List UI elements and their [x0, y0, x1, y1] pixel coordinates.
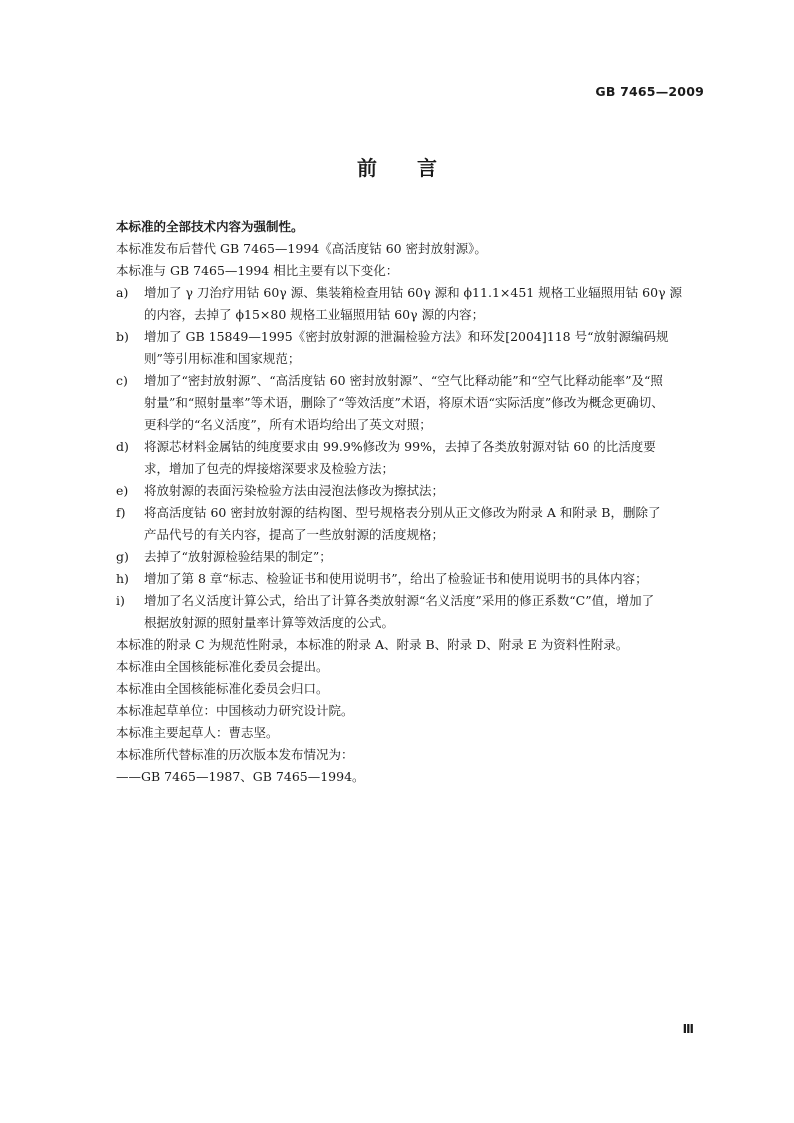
list-marker: i) — [116, 593, 125, 608]
paragraph-replaces: 本标准发布后替代 GB 7465—1994《高活度钴 60 密封放射源》。 — [116, 241, 487, 256]
list-item-text — [144, 590, 708, 634]
list-marker: e) — [116, 483, 129, 498]
list-item-text — [144, 568, 708, 590]
list-item-text — [144, 502, 708, 546]
list-item-line: 根据放射源的照射量率计算等效活度的公式。 — [144, 615, 395, 630]
list-item-line: 求，增加了包壳的焊接熔深要求及检验方法； — [144, 461, 395, 476]
list-item-line: 增加了“密封放射源”、“高活度钴 60 密封放射源”、“空气比释动能”和“空气比释动能率”及“照 — [144, 373, 663, 388]
change-item-b — [116, 326, 708, 370]
paragraph-centralized-by: 本标准由全国核能标准化委员会归口。 — [116, 681, 329, 696]
list-marker: h) — [116, 571, 129, 586]
list-item-text — [144, 370, 708, 436]
change-item-e — [116, 480, 708, 502]
change-item-h — [116, 568, 708, 590]
list-item-line: 增加了 γ 刀治疗用钴 60γ 源、集装箱检查用钴 60γ 源和 ϕ11.1×451 规格工业辐照用钴 60γ 源 — [144, 285, 683, 300]
paragraph-drafter: 本标准主要起草人：曹志坚。 — [116, 725, 279, 740]
change-item-d — [116, 436, 708, 480]
paragraph-annexes: 本标准的附录 C 为规范性附录，本标准的附录 A、附录 B、附录 D、附录 E 为资料性附录。 — [116, 637, 629, 652]
list-marker: c) — [116, 373, 128, 388]
list-item-line: 将源芯材料金属钴的纯度要求由 99.9%修改为 99%，去掉了各类放射源对钴 60 的比活度要 — [144, 439, 656, 454]
list-marker: f) — [116, 505, 126, 520]
list-item-line: 增加了第 8 章“标志、检验证书和使用说明书”，给出了检验证书和使用说明书的具体内容； — [144, 571, 648, 586]
change-item-a — [116, 282, 708, 326]
list-item-line: 将放射源的表面污染检验方法由浸泡法修改为擦拭法； — [144, 483, 445, 498]
list-item-text — [144, 480, 708, 502]
list-item-line: 射量”和“照射量率”等术语，删除了“等效活度”术语，将原术语“实际活度”修改为概念更确切、 — [144, 395, 664, 410]
change-item-c — [116, 370, 708, 436]
list-item-text — [144, 436, 708, 480]
change-item-f — [116, 502, 708, 546]
list-item-line: 增加了名义活度计算公式，给出了计算各类放射源“名义活度”采用的修正系数“C”值，增加了 — [144, 593, 655, 608]
paragraph-history-list: ——GB 7465—1987、GB 7465—1994。 — [116, 769, 365, 784]
page-title: 前言 — [357, 156, 477, 180]
page-number: Ⅲ — [682, 1022, 694, 1036]
list-item-line: 去掉了“放射源检验结果的制定”； — [144, 549, 332, 564]
list-item-line: 将高活度钴 60 密封放射源的结构图、型号规格表分别从正文修改为附录 A 和附录 B，删除了 — [144, 505, 661, 520]
change-item-g — [116, 546, 708, 568]
change-item-i — [116, 590, 708, 634]
paragraph-proposed-by: 本标准由全国核能标准化委员会提出。 — [116, 659, 329, 674]
foreword-body — [116, 216, 708, 788]
paragraph-changes-intro: 本标准与 GB 7465—1994 相比主要有以下变化： — [116, 263, 399, 278]
list-item-line: 产品代号的有关内容，提高了一些放射源的活度规格； — [144, 527, 445, 542]
list-item-text — [144, 546, 708, 568]
list-marker: b) — [116, 329, 129, 344]
list-item-line: 更科学的“名义活度”，所有术语均给出了英文对照； — [144, 417, 432, 432]
list-item-line: 增加了 GB 15849—1995《密封放射源的泄漏检验方法》和环发[2004]118 号“放射源编码规 — [144, 329, 669, 344]
list-item-text — [144, 326, 708, 370]
paragraph-drafting-unit: 本标准起草单位：中国核动力研究设计院。 — [116, 703, 354, 718]
list-marker: g) — [116, 549, 129, 564]
list-marker: a) — [116, 285, 129, 300]
list-item-text — [144, 282, 708, 326]
paragraph-mandatory: 本标准的全部技术内容为强制性。 — [116, 219, 304, 234]
list-item-line: 则”等引用标准和国家规范； — [144, 351, 301, 366]
list-item-line: 的内容，去掉了 ϕ15×80 规格工业辐照用钴 60γ 源的内容； — [144, 307, 485, 322]
list-marker: d) — [116, 439, 129, 454]
standard-code: GB 7465—2009 — [595, 84, 704, 99]
paragraph-history-intro: 本标准所代替标准的历次版本发布情况为： — [116, 747, 354, 762]
